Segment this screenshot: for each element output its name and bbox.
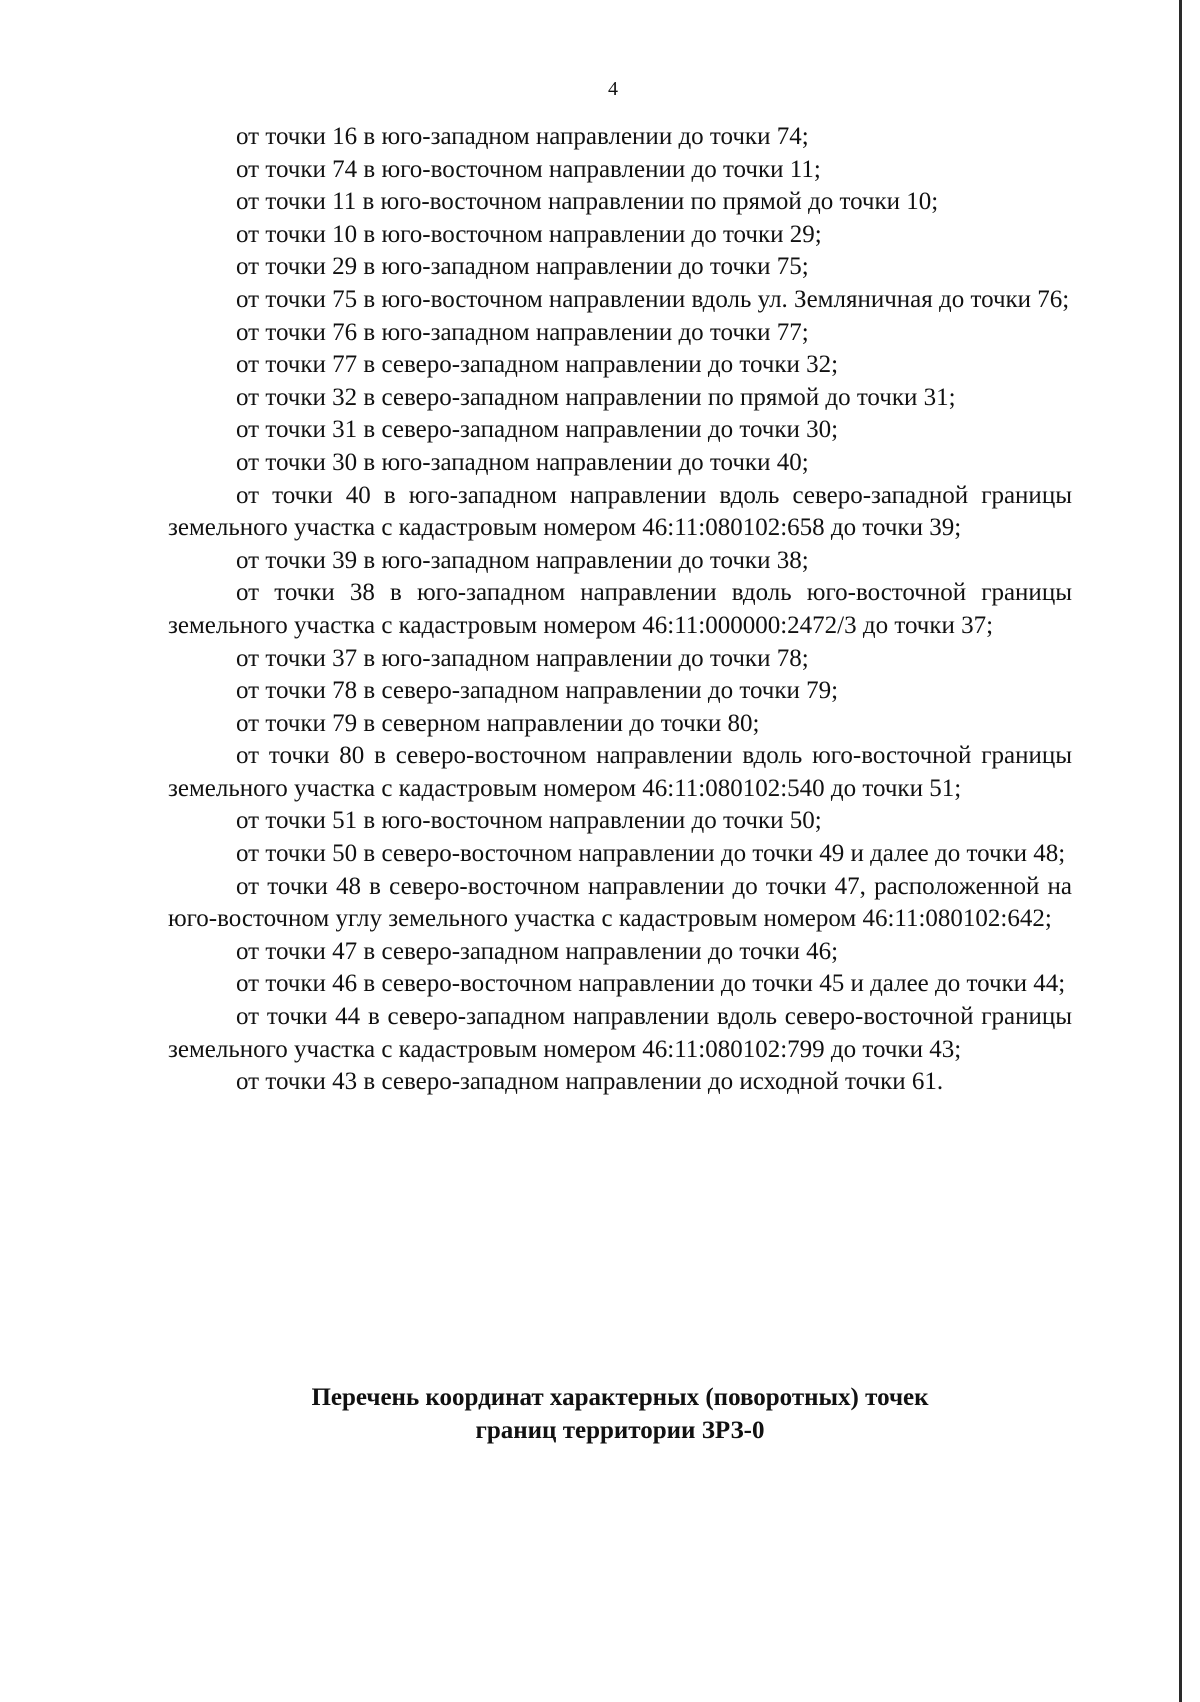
paragraph: от точки 10 в юго-восточном направлении до точки 29; [236,220,822,248]
paragraph: от точки 46 в северо-восточном направлении до точки 45 и далее до точки 44; [236,970,1066,998]
paragraph: от точки 77 в северо-западном направлении до точки 32; [236,351,839,379]
paragraph: от точки 75 в юго-восточном направлении вдоль ул. Земляничная до точки 76; [236,285,1070,313]
paragraph: от точки 38 в юго-западном направлении вдоль юго-восточной границы земельного участка с кадастровым номером 46:11:000000:2472/3 до точки 37; [168,579,1072,639]
paragraph: от точки 78 в северо-западном направлении до точки 79; [236,677,839,705]
paragraph: от точки 74 в юго-восточном направлении до точки 11; [236,155,821,183]
heading-line: Перечень координат характерных (поворотных) точек [311,1384,929,1411]
paragraph: от точки 48 в северо-восточном направлении до точки 47, расположенной на юго-восточном углу земельного участка с кадастровым номером 46:11:080102:642; [168,872,1072,933]
paragraph: от точки 76 в юго-западном направлении до точки 77; [236,318,809,346]
paragraph: от точки 31 в северо-западном направлении до точки 30; [236,416,839,444]
section-heading [168,1381,1072,1447]
paragraph: от точки 51 в юго-восточном направлении до точки 50; [236,807,822,835]
paragraph: от точки 32 в северо-западном направлении по прямой до точки 31; [236,383,956,411]
paragraph: от точки 79 в северном направлении до точки 80; [236,709,760,737]
paragraph: от точки 11 в юго-восточном направлении по прямой до точки 10; [236,188,939,216]
scan-edge-border [1179,0,1182,1702]
paragraph: от точки 29 в юго-западном направлении до точки 75; [236,253,809,281]
paragraph: от точки 39 в юго-западном направлении до точки 38; [236,546,809,574]
paragraph: от точки 47 в северо-западном направлении до точки 46; [236,937,839,965]
page-number: 4 [608,78,618,100]
paragraph: от точки 37 в юго-западном направлении до точки 78; [236,644,809,672]
paragraph: от точки 80 в северо-восточном направлении вдоль юго-восточной границы земельного участка с кадастровым номером 46:11:080102:540 до точки 51; [168,742,1072,802]
paragraph: от точки 43 в северо-западном направлении до исходной точки 61. [236,1068,944,1096]
heading-line: границ территории ЗРЗ-0 [475,1417,765,1444]
paragraph: от точки 30 в юго-западном направлении до точки 40; [236,448,809,476]
paragraph: от точки 50 в северо-восточном направлении до точки 49 и далее до точки 48; [236,840,1066,868]
paragraph: от точки 44 в северо-западном направлении вдоль северо-восточной границы земельного участка с кадастровым номером 46:11:080102:799 до точки 43; [168,1003,1072,1063]
paragraph: от точки 16 в юго-западном направлении до точки 74; [236,123,809,150]
boundary-description [168,121,1072,1099]
paragraph: от точки 40 в юго-западном направлении вдоль северо-западной границы земельного участка с кадастровым номером 46:11:080102:658 до точки 39; [168,481,1072,542]
